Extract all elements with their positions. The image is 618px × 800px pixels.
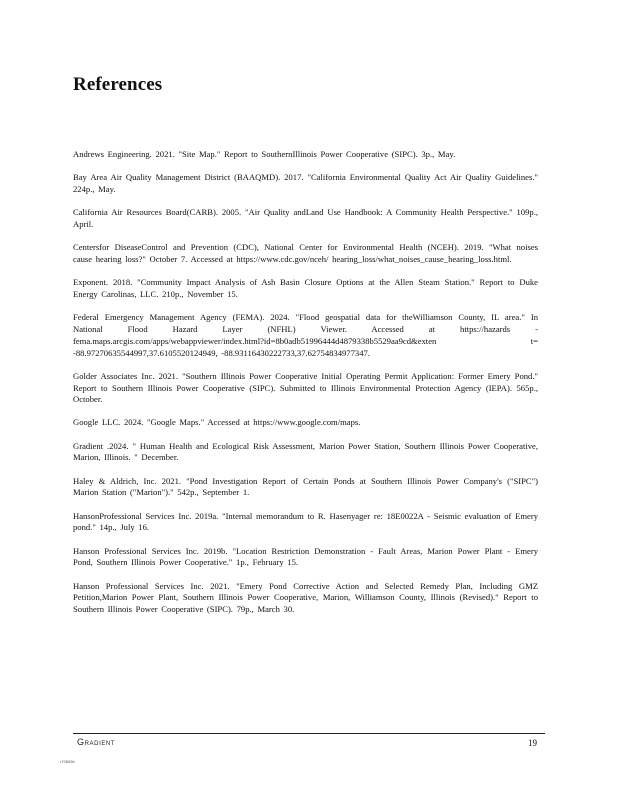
- reference-entry: Hanson Professional Services Inc. 2019b. "Location Restriction Demonstration - Fault Areas, Marion Power Plant - Emery Pond, Southern Illinois Power Cooperative." 1p., February 15.: [73, 545, 538, 568]
- reference-entry: Centersfor DiseaseControl and Prevention (CDC), National Center for Environmental Health (NCEH). 2019. "What noises cause hearing loss?" October 7. Accessed at https://www.cdc.gov/nceh/ hearing_loss/what_noises_cause_hearing_loss.html.: [73, 242, 538, 264]
- reference-entry: Google LLC. 2024. "Google Maps." Accessed at https://www.google.com/maps.: [73, 417, 361, 428]
- reference-entry: Andrews Engineering. 2021. "Site Map." Report to SouthernIllinois Power Cooperative (SIPC). 3p., May.: [73, 149, 456, 159]
- page-title: References: [73, 74, 163, 95]
- reference-entry: Haley & Aldrich, Inc. 2021. "Pond Investigation Report of Certain Ponds at Southern Illinois Power Company's ("SIPC") Marion Station ("Marion")." 542p., September 1.: [73, 475, 538, 498]
- document-code: r72805b: [60, 759, 75, 764]
- reference-entry: Hanson Professional Services Inc. 2021. "Emery Pond Corrective Action and Selected Remedy Plan, Including GMZ Petition,Marion Power Plant, Southern Illinois Power Cooperative, Marion, Williamson County, Illinois (Revised)." Report to Southern Illinois Power Cooperative (SIPC). 79p., March 30.: [73, 580, 538, 615]
- reference-entry: Gradient .2024. " Human Health and Ecological Risk Assessment, Marion Power Station, Southern Illinois Power Cooperative, Marion, Illinois. " December.: [73, 440, 538, 463]
- company-logo: Gradient: [77, 737, 116, 747]
- reference-list: [73, 149, 538, 616]
- reference-entry: HansonProfessional Services Inc. 2019a. "Internal memorandum to R. Hasenyager re: 18E0022A - Seismic evaluation of Emery pond." 14p., July 16.: [73, 510, 538, 533]
- reference-entry: Bay Area Air Quality Management District (BAAQMD). 2017. "California Environmental Quality Act Air Quality Guidelines." 224p., May.: [73, 172, 538, 194]
- reference-entry: Exponent. 2018. "Community Impact Analysis of Ash Basin Closure Options at the Allen Steam Station." Report to Duke Energy Carolinas, LLC. 210p., November 15.: [73, 277, 538, 299]
- footer-divider: [73, 733, 545, 734]
- reference-entry: California Air Resources Board(CARB). 2005. "Air Quality andLand Use Handbook: A Community Health Perspective." 109p., April.: [73, 207, 538, 229]
- reference-entry: Golder Associates Inc. 2021. "Southern Illinois Power Cooperative Initial Operating Permit Application: Former Emery Pond." Report to Southern Illinois Power Cooperative (SIPC). Submitted to Illinois Environmental Protection Agency (IEPA). 565p., October.: [73, 370, 538, 405]
- reference-entry: Federal Emergency Management Agency (FEMA). 2024. "Flood geospatial data for theWilliamson County, IL area." In National Flood Hazard Layer (NFHL) Viewer. Accessed at https://hazards - fema.maps.arcgis.com/apps/webappviewer/index.html?id=8b0adb51996444d4879338b5529aa9cd&exten t= -88.97270635544997,37.6105520124949, -88.93116430222733,37.62754834977347.: [73, 312, 538, 358]
- page-number: 19: [528, 738, 537, 748]
